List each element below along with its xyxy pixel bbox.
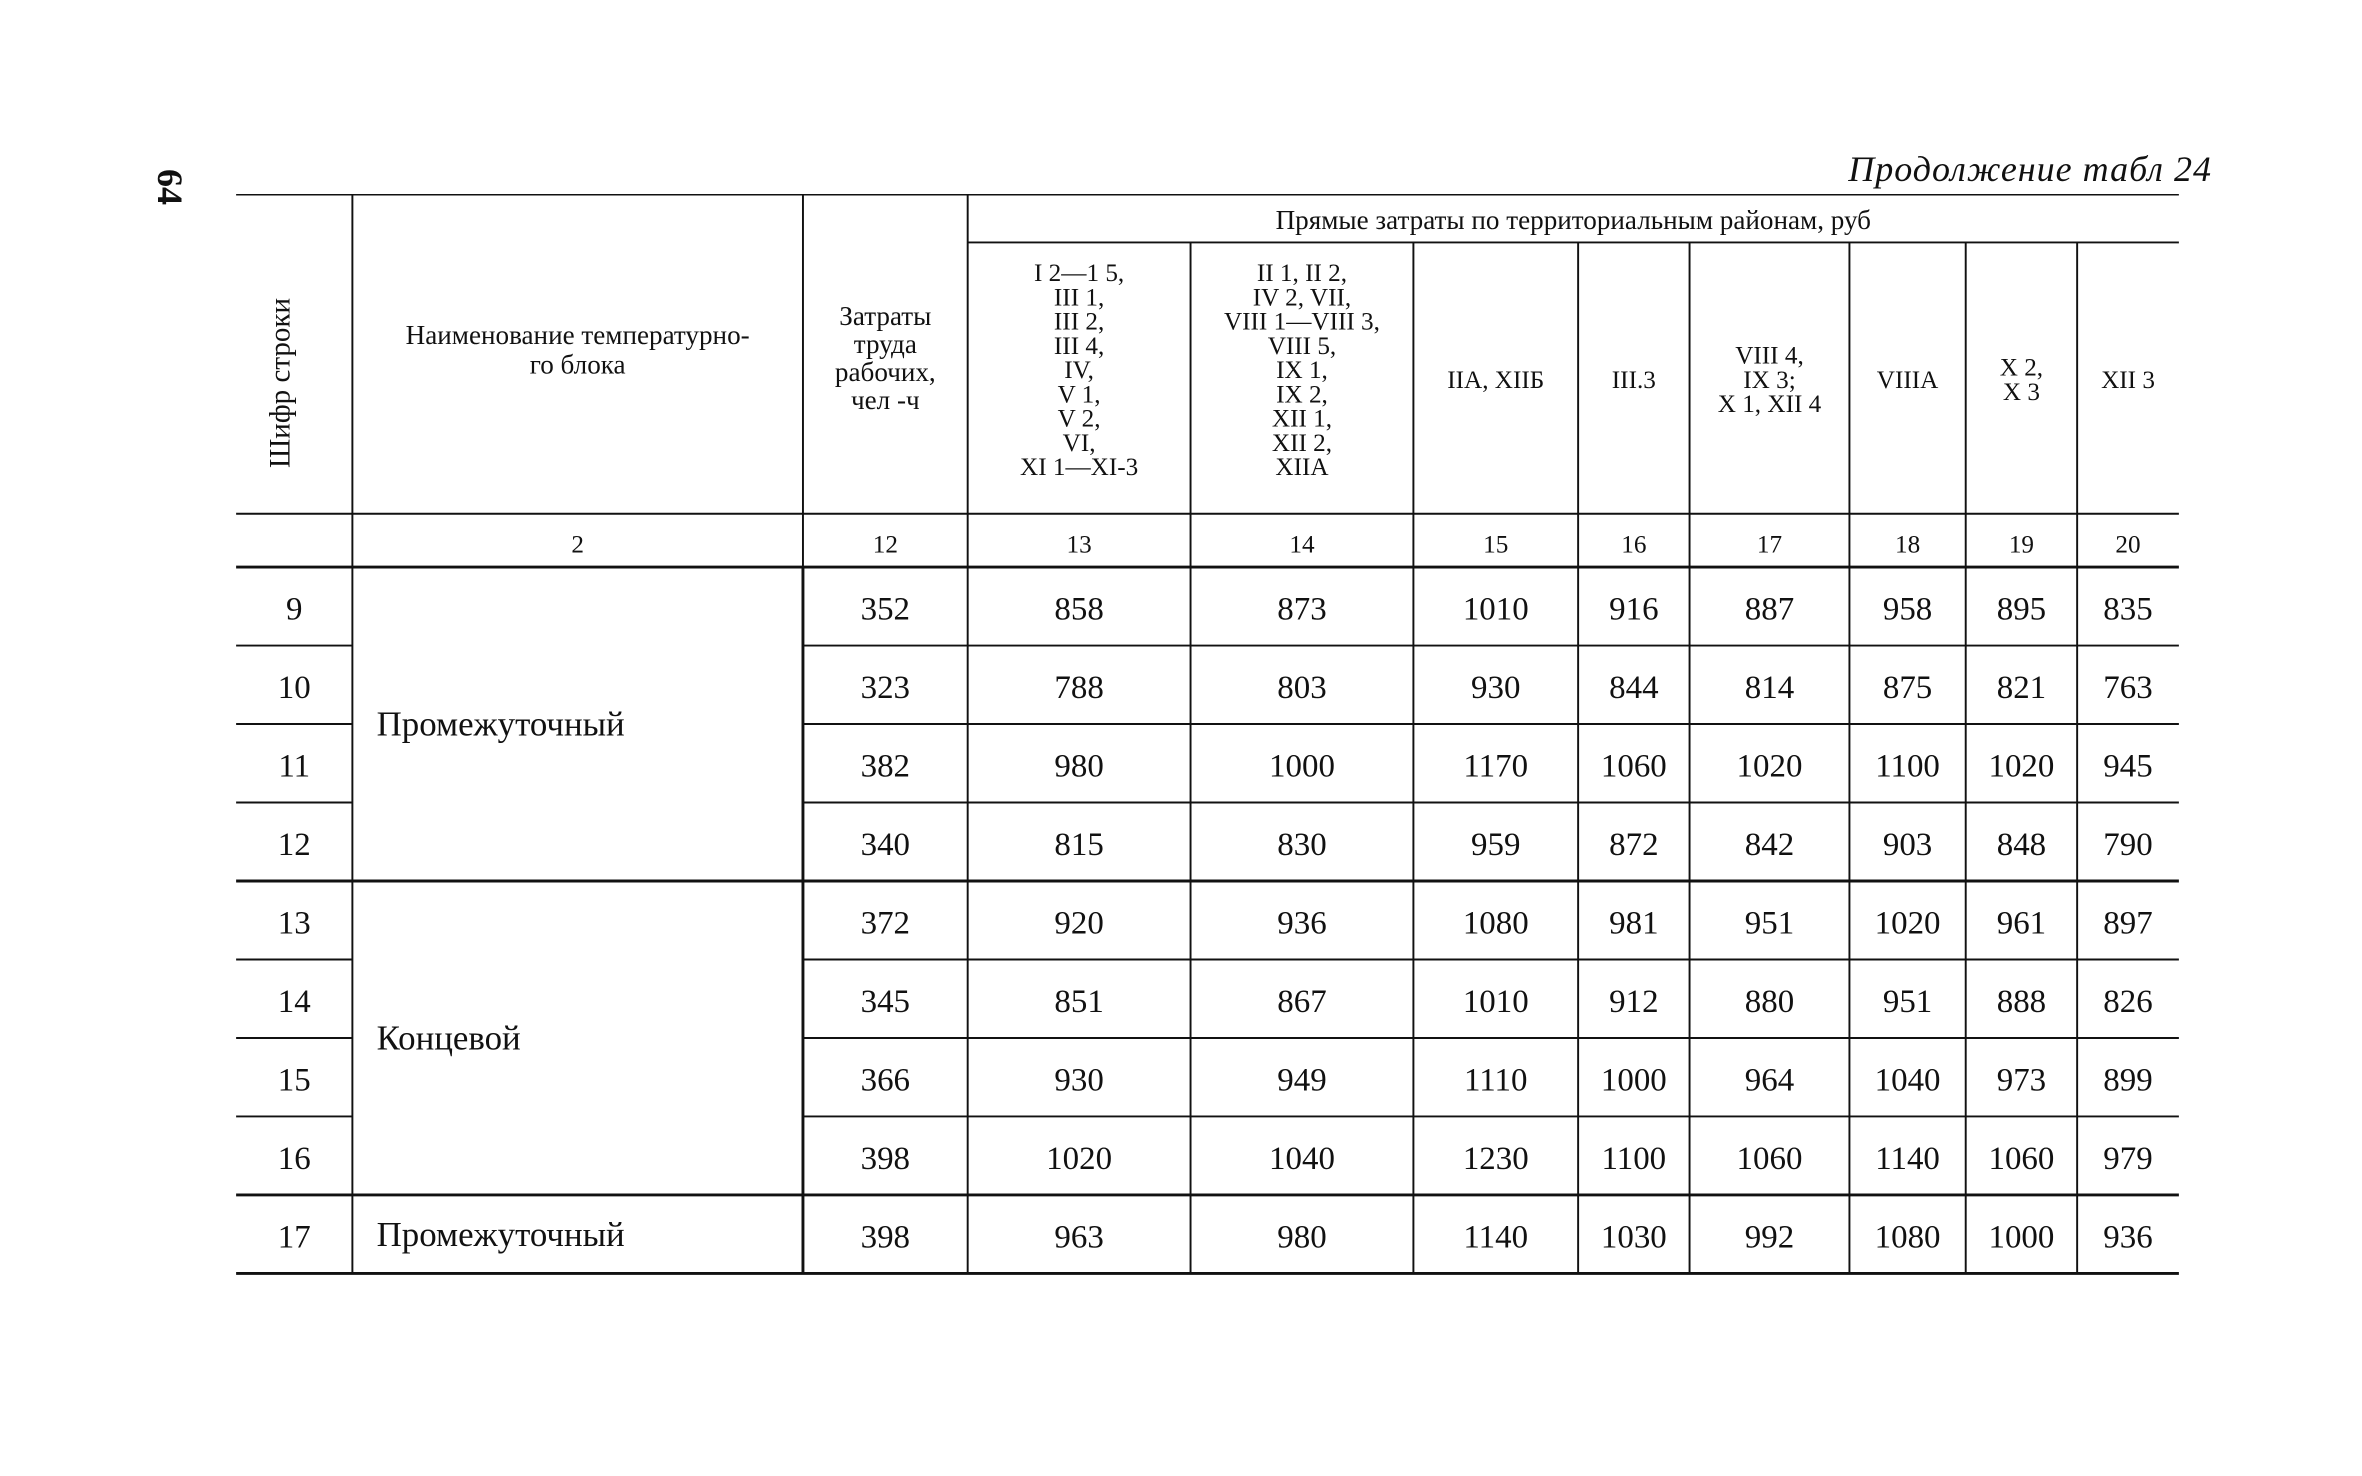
direct-cost-cell: 1110 xyxy=(1464,1062,1528,1099)
direct-cost-cell: 916 xyxy=(1609,591,1659,628)
direct-cost-cell: 887 xyxy=(1744,591,1795,628)
block-name-header: Наименование температурно- xyxy=(405,320,750,351)
direct-cost-cell: 920 xyxy=(1054,905,1104,942)
labor-cost: 340 xyxy=(860,826,911,863)
direct-cost-cell: 1060 xyxy=(1600,748,1667,785)
region-header: IV 2, VII, xyxy=(1252,284,1352,312)
direct-cost-cell: 851 xyxy=(1054,983,1104,1020)
row-code: 10 xyxy=(277,669,311,706)
region-header: XIIA xyxy=(1275,454,1329,481)
labor-cost: 372 xyxy=(860,905,911,942)
labor-header: рабочих, xyxy=(834,357,936,388)
direct-cost-cell: 1020 xyxy=(1736,748,1803,785)
continuation-title: Продолжение табл 24 xyxy=(1848,149,2212,189)
direct-cost-cell: 945 xyxy=(2103,748,2153,785)
direct-cost-cell: 979 xyxy=(2103,1140,2153,1177)
direct-cost-cell: 1230 xyxy=(1462,1140,1529,1177)
region-header: III 1, xyxy=(1053,284,1105,312)
direct-cost-cell: 1000 xyxy=(1988,1219,2055,1256)
direct-cost-cell: 899 xyxy=(2103,1062,2153,1099)
direct-cost-cell: 1020 xyxy=(1874,905,1941,942)
row-code: 15 xyxy=(277,1062,311,1099)
direct-cost-cell: 895 xyxy=(1996,591,2047,628)
region-header: V 1, xyxy=(1057,381,1101,409)
column-number: 12 xyxy=(872,531,898,559)
direct-cost-cell: 1040 xyxy=(1269,1140,1335,1177)
labor-cost: 366 xyxy=(860,1062,911,1099)
direct-cost-cell: 973 xyxy=(1996,1062,2047,1099)
row-code: 11 xyxy=(278,748,311,785)
region-header: III 2, xyxy=(1053,308,1105,336)
direct-cost-cell: 992 xyxy=(1744,1219,1795,1256)
column-number: 15 xyxy=(1483,531,1509,559)
direct-cost-cell: 872 xyxy=(1609,826,1659,863)
column-number: 18 xyxy=(1894,531,1921,559)
region-header: VI, xyxy=(1062,429,1096,457)
region-header: IIA, XIIБ xyxy=(1447,366,1545,394)
direct-cost-cell: 1040 xyxy=(1874,1062,1941,1099)
direct-cost-cell: 1000 xyxy=(1269,748,1335,785)
region-header: III 4, xyxy=(1053,332,1105,360)
direct-cost-cell: 880 xyxy=(1744,983,1795,1020)
column-number: 16 xyxy=(1621,531,1647,559)
column-number: 14 xyxy=(1289,531,1315,559)
region-header: VIIIA xyxy=(1876,366,1939,394)
direct-cost-cell: 1060 xyxy=(1988,1140,2055,1177)
direct-cost-cell: 821 xyxy=(1996,669,2047,706)
direct-cost-cell: 1020 xyxy=(1046,1140,1113,1177)
labor-cost: 398 xyxy=(860,1219,911,1256)
region-header: XII 1, xyxy=(1271,405,1333,433)
direct-cost-cell: 1140 xyxy=(1463,1219,1529,1256)
direct-cost-cell: 964 xyxy=(1744,1062,1795,1099)
direct-cost-cell: 980 xyxy=(1277,1219,1327,1256)
direct-cost-cell: 1060 xyxy=(1736,1140,1803,1177)
direct-cost-cell: 867 xyxy=(1277,983,1327,1020)
page-number: 64 xyxy=(150,169,190,205)
labor-header: труда xyxy=(853,328,917,359)
block-name: Концевой xyxy=(376,1018,521,1058)
direct-cost-cell: 949 xyxy=(1277,1062,1327,1099)
direct-cost-cell: 1000 xyxy=(1600,1062,1667,1099)
row-code: 17 xyxy=(277,1219,311,1256)
direct-cost-cell: 848 xyxy=(1996,826,2047,863)
column-number: 20 xyxy=(2115,531,2141,559)
direct-cost-cell: 815 xyxy=(1054,826,1104,863)
row-code: 9 xyxy=(286,591,303,628)
region-header: V 2, xyxy=(1057,405,1101,433)
direct-cost-cell: 936 xyxy=(2103,1219,2153,1256)
direct-cost-cell: 835 xyxy=(2103,591,2153,628)
direct-cost-cell: 980 xyxy=(1054,748,1104,785)
column-number: 13 xyxy=(1066,531,1092,559)
labor-cost: 323 xyxy=(860,669,911,706)
labor-cost: 382 xyxy=(860,748,911,785)
row-code: 12 xyxy=(277,826,311,863)
labor-cost: 345 xyxy=(860,983,911,1020)
direct-cost-cell: 930 xyxy=(1054,1062,1104,1099)
direct-cost-cell: 951 xyxy=(1882,983,1933,1020)
direct-cost-cell: 830 xyxy=(1277,826,1327,863)
row-code: 14 xyxy=(277,983,311,1020)
direct-cost-cell: 961 xyxy=(1996,905,2047,942)
block-name: Промежуточный xyxy=(376,1214,625,1254)
column-number: 19 xyxy=(2008,531,2035,559)
region-header: IX 2, xyxy=(1276,381,1328,409)
direct-cost-cell: 873 xyxy=(1277,591,1327,628)
region-header: XII 3 xyxy=(2101,366,2155,394)
direct-cost-cell: 1010 xyxy=(1462,983,1529,1020)
direct-cost-cell: 803 xyxy=(1277,669,1327,706)
labor-header: чел -ч xyxy=(850,385,920,416)
direct-cost-cell: 875 xyxy=(1882,669,1933,706)
direct-cost-cell: 1020 xyxy=(1988,748,2055,785)
labor-cost: 398 xyxy=(860,1140,911,1177)
region-header: XI 1—XI-3 xyxy=(1020,454,1139,481)
region-header: IV, xyxy=(1064,357,1094,385)
region-header: X 1, XII 4 xyxy=(1717,391,1822,419)
labor-cost: 352 xyxy=(860,591,911,628)
direct-cost-cell: 897 xyxy=(2103,905,2153,942)
direct-cost-cell: 858 xyxy=(1054,591,1104,628)
direct-cost-cell: 788 xyxy=(1054,669,1104,706)
row-code-header: Шифр строки xyxy=(264,297,297,469)
direct-cost-cell: 1080 xyxy=(1874,1219,1941,1256)
block-name: Промежуточный xyxy=(376,704,625,744)
region-header: III.3 xyxy=(1611,366,1656,394)
direct-cost-cell: 912 xyxy=(1609,983,1659,1020)
row-code: 16 xyxy=(277,1140,311,1177)
direct-cost-cell: 826 xyxy=(2103,983,2153,1020)
direct-costs-header: Прямые затраты по территориальным районам, руб xyxy=(1275,204,1871,235)
region-header: IX 3; xyxy=(1743,366,1796,394)
direct-cost-cell: 1100 xyxy=(1875,748,1940,785)
cost-table xyxy=(205,194,2210,1323)
direct-cost-cell: 903 xyxy=(1882,826,1933,863)
direct-cost-cell: 842 xyxy=(1744,826,1795,863)
region-header: IX 1, xyxy=(1276,357,1328,385)
region-header: X 3 xyxy=(2002,378,2040,406)
region-header: X 2, xyxy=(1999,354,2044,382)
direct-cost-cell: 1100 xyxy=(1601,1140,1667,1177)
direct-cost-cell: 814 xyxy=(1744,669,1795,706)
column-number: 2 xyxy=(571,531,584,559)
region-header: VIII 1—VIII 3, xyxy=(1223,308,1380,336)
direct-cost-cell: 1080 xyxy=(1462,905,1529,942)
region-header: XII 2, xyxy=(1271,429,1333,457)
column-number: 17 xyxy=(1756,531,1783,559)
region-header: II 1, II 2, xyxy=(1256,260,1348,288)
region-header: VIII 4, xyxy=(1735,342,1804,370)
direct-cost-cell: 1140 xyxy=(1875,1140,1940,1177)
direct-cost-cell: 1170 xyxy=(1463,748,1529,785)
region-header: VIII 5, xyxy=(1267,332,1337,360)
direct-cost-cell: 959 xyxy=(1471,826,1521,863)
direct-cost-cell: 888 xyxy=(1996,983,2047,1020)
direct-cost-cell: 1010 xyxy=(1462,591,1529,628)
direct-cost-cell: 963 xyxy=(1054,1219,1104,1256)
table-grid xyxy=(205,194,2210,1318)
row-code: 13 xyxy=(277,905,311,942)
direct-cost-cell: 958 xyxy=(1882,591,1933,628)
direct-cost-cell: 1030 xyxy=(1600,1219,1667,1256)
direct-cost-cell: 763 xyxy=(2103,669,2153,706)
direct-cost-cell: 844 xyxy=(1609,669,1659,706)
direct-cost-cell: 930 xyxy=(1471,669,1521,706)
region-header: I 2—1 5, xyxy=(1033,260,1125,288)
direct-cost-cell: 951 xyxy=(1744,905,1795,942)
direct-cost-cell: 936 xyxy=(1277,905,1327,942)
direct-cost-cell: 981 xyxy=(1609,905,1659,942)
labor-header: Затраты xyxy=(839,300,932,331)
direct-cost-cell: 790 xyxy=(2103,826,2153,863)
block-name-header: го блока xyxy=(529,349,626,380)
